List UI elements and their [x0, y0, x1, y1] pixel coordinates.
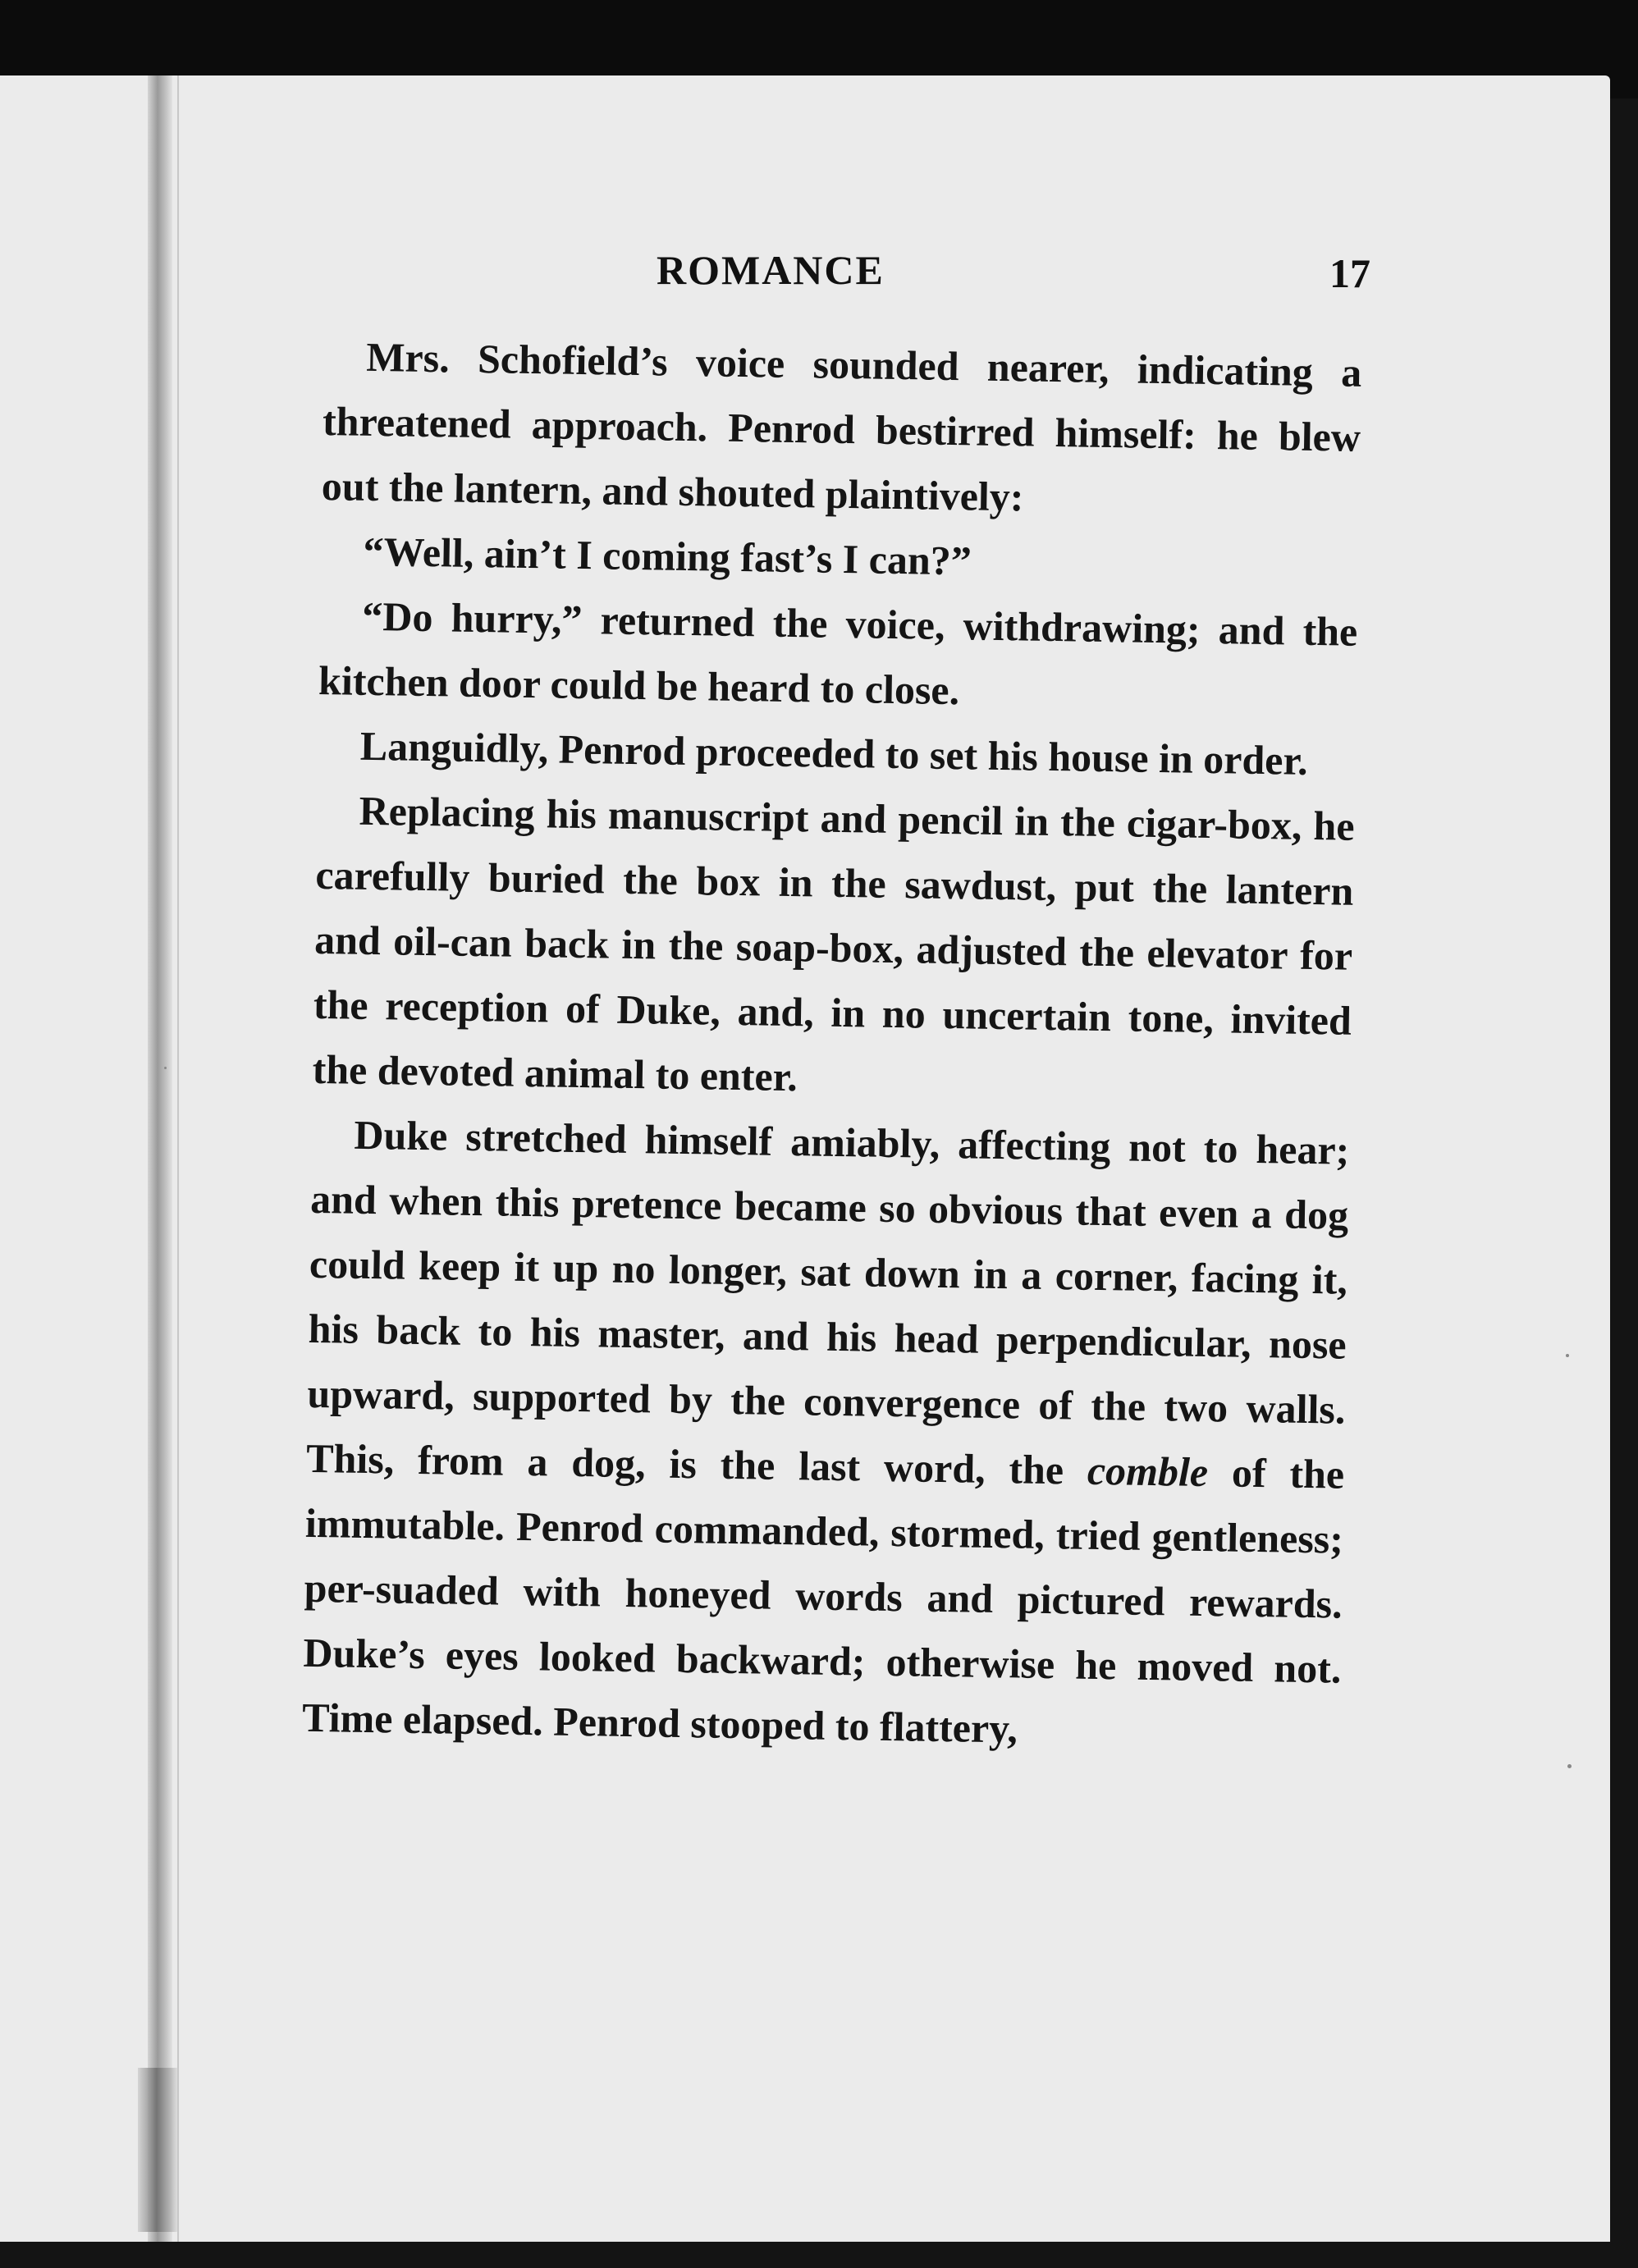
body-text	[302, 324, 1362, 1767]
paragraph-text: Duke stretched himself amiably, affecting not to hear; and when this pretence became so obvious that even a dog could keep it up no longer, sat down in a corner, facing it, his back to his master, and his head perpendicular, nose upward, supported by the convergence of the two walls. This, from a dog, is the last word, the	[305, 1111, 1350, 1493]
scan-speck	[1566, 1354, 1569, 1357]
page-number: 17	[1329, 250, 1370, 296]
gutter-dark-mark	[138, 2068, 179, 2232]
paragraph: “Do hurry,” returned the voice, withdrawing; and the kitchen door could be heard to close.	[318, 592, 1358, 714]
paragraph: Replacing his manuscript and pencil in the cigar-box, he carefully buried the box in the sawdust, put the lantern and oil-can back in the soap-box, adjusted the elevator for the reception of Duke, and, in no uncertain tone, invited the devoted animal to enter.	[312, 787, 1355, 1100]
scan-speck	[1567, 1764, 1572, 1768]
running-head	[328, 246, 1387, 312]
paragraph-text: of the immutable. Penrod commanded, stormed, tried gentleness; per-suaded with honeyed words and pictured rewards. Duke’s eyes looked backward; otherwise he moved not. Time elapsed. Penrod stooped to flattery,	[301, 1449, 1345, 1752]
paragraph: “Well, ain’t I coming fast’s I can?”	[363, 528, 972, 584]
page-fold-line	[177, 75, 179, 2242]
paragraph	[302, 1102, 1350, 1767]
scan-speck	[164, 1067, 167, 1069]
paragraph: Mrs. Schofield’s voice sounded nearer, indicating a threatened approach. Penrod bestirred himself: he blew out the lantern, and shouted plaintively:	[321, 333, 1362, 520]
italic-word: comble	[1087, 1447, 1209, 1496]
book-gutter-shadow	[148, 75, 172, 2242]
running-title: ROMANCE	[657, 247, 885, 293]
paragraph: Languidly, Penrod proceeded to set his house in order.	[359, 722, 1309, 784]
